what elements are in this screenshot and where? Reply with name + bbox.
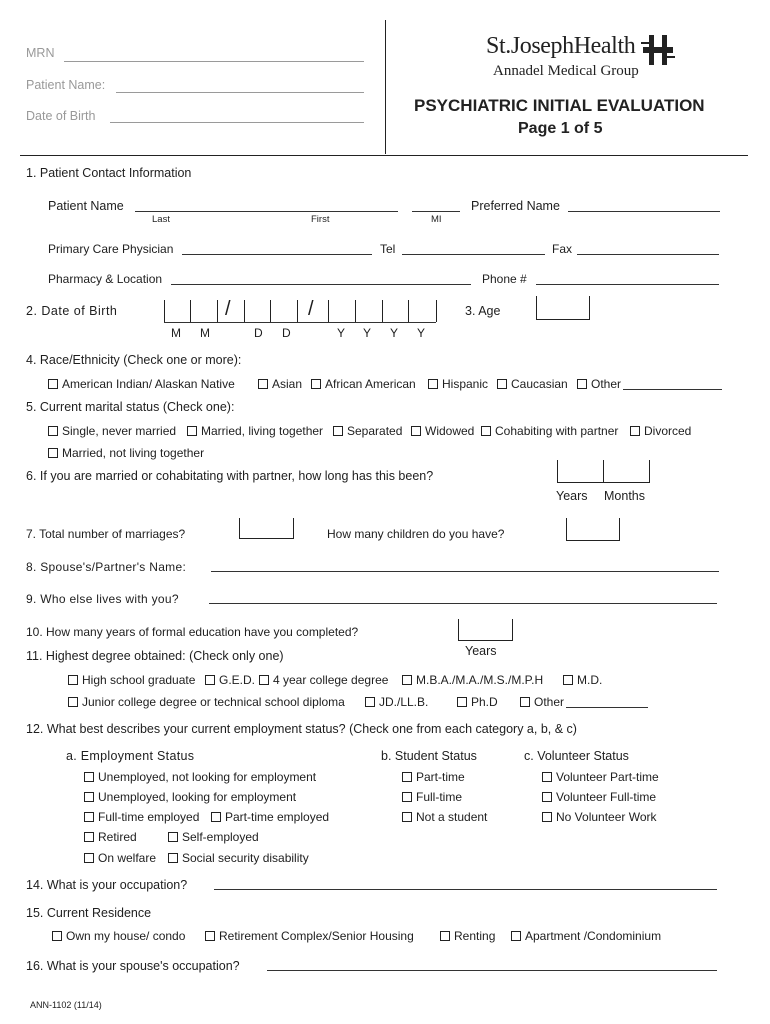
volunteer-checkbox-none[interactable] [542,812,552,822]
marital-option-married-not-together: Married, not living together [62,446,205,460]
spouse-name-input[interactable] [213,556,717,571]
student-option-full-time: Full-time [416,790,463,804]
preferred-name-input[interactable] [570,196,718,211]
section-6-question: 6. If you are married or cohabitating with partner, how long has this been? [26,469,434,483]
mi-caption: MI [431,214,442,225]
race-checkbox-other[interactable] [577,379,587,389]
pharmacy-label: Pharmacy & Location [48,272,163,286]
phone-input[interactable] [538,269,717,284]
employment-checkbox-welfare[interactable] [84,853,94,863]
section-1-title: 1. Patient Contact Information [26,166,192,180]
residence-checkbox-apartment[interactable] [511,931,521,941]
patient-name-label: Patient Name [48,199,124,213]
header-patient-name-line [116,92,364,93]
marital-checkbox-married-together[interactable] [187,426,197,436]
marriages-input[interactable] [242,521,291,537]
section-11-title: 11. Highest degree obtained: (Check only one) [26,649,284,663]
section-12-title: 12. What best describes your current employment status? (Check one from each category a, b, & c) [26,722,577,736]
phone-label: Phone # [482,272,527,286]
degree-other-line [566,707,648,708]
student-option-not-student: Not a student [416,810,488,824]
occupation-line [214,889,717,890]
employment-option-ss-disability: Social security disability [182,851,309,865]
dob-caption-y4: Y [417,326,426,340]
race-option-hispanic: Hispanic [442,377,489,391]
last-name-caption: Last [152,214,170,225]
dob-label: 2. Date of Birth [26,304,118,318]
patient-name-line [135,211,398,212]
header-dob-line [110,122,364,123]
education-years-caption: Years [465,644,497,658]
dob-caption-y3: Y [390,326,399,340]
employment-option-full-time: Full-time employed [98,810,200,824]
degree-checkbox-4-year[interactable] [259,675,269,685]
mrn-label: MRN [26,46,55,60]
employment-checkbox-full-time[interactable] [84,812,94,822]
mrn-input[interactable] [66,46,362,61]
dob-slash-2: / [308,298,314,320]
header-dob-label: Date of Birth [26,109,96,123]
form-title: PSYCHIATRIC INITIAL EVALUATION [414,96,705,115]
section-5-title: 5. Current marital status (Check one): [26,400,235,414]
pcp-label: Primary Care Physician [48,242,174,256]
pcp-input[interactable] [184,239,370,254]
employment-checkbox-unemployed-not-looking[interactable] [84,772,94,782]
residence-option-apartment: Apartment /Condominium [525,929,662,943]
phone-line [536,284,719,285]
race-other-input[interactable] [625,375,720,389]
marital-checkbox-single[interactable] [48,426,58,436]
race-checkbox-american-indian[interactable] [48,379,58,389]
occupation-input[interactable] [216,874,715,889]
race-other-line [623,389,722,390]
degree-option-phd: Ph.D [471,695,498,709]
dob-slash-1: / [225,298,231,320]
residence-option-renting: Renting [454,929,496,943]
dob-day-input[interactable] [246,303,295,320]
student-checkbox-full-time[interactable] [402,792,412,802]
employment-checkbox-ss-disability[interactable] [168,853,178,863]
marital-checkbox-married-not-together[interactable] [48,448,58,458]
pcp-line [182,254,372,255]
preferred-name-label: Preferred Name [471,199,560,213]
first-name-caption: First [311,214,330,225]
relationship-years-caption: Years [556,489,588,503]
degree-option-ged: G.E.D. [219,673,256,687]
employment-option-unemployed-not-looking: Unemployed, not looking for employment [98,770,317,784]
spouse-occupation-label: 16. What is your spouse's occupation? [26,959,240,973]
degree-checkbox-ged[interactable] [205,675,215,685]
race-checkbox-asian[interactable] [258,379,268,389]
degree-option-other: Other [534,695,565,709]
marital-checkbox-cohabiting[interactable] [481,426,491,436]
tel-label: Tel [380,242,396,256]
dob-caption-d1: D [254,326,263,340]
form-code: ANN-1102 (11/14) [30,1000,102,1010]
logo-name: St.JosephHealth [486,33,636,59]
household-input[interactable] [211,588,715,603]
degree-checkbox-phd[interactable] [457,697,467,707]
section-4-title: 4. Race/Ethnicity (Check one or more): [26,353,242,367]
race-option-american-indian: American Indian/ Alaskan Native [62,377,235,391]
st-joseph-cross-logo-icon [641,33,675,67]
employment-option-welfare: On welfare [98,851,157,865]
education-years-label: 10. How many years of formal education have you completed? [26,625,359,639]
relationship-months-input[interactable] [606,464,647,480]
relationship-years-input[interactable] [560,464,600,480]
marital-option-single: Single, never married [62,424,177,438]
logo-subtitle: Annadel Medical Group [493,63,639,79]
degree-option-4-year: 4 year college degree [273,673,389,687]
degree-other-input[interactable] [568,693,646,707]
fax-line [577,254,719,255]
degree-checkbox-jd[interactable] [365,697,375,707]
degree-option-jd: JD./LL.B. [379,695,429,709]
patient-name-input[interactable] [137,196,396,211]
residence-checkbox-retirement[interactable] [205,931,215,941]
dob-boxes-baseline [164,322,436,323]
degree-checkbox-junior-college[interactable] [68,697,78,707]
degree-checkbox-high-school[interactable] [68,675,78,685]
household-label: 9. Who else lives with you? [26,592,179,606]
spouse-name-label: 8. Spouse's/Partner's Name: [26,560,187,574]
student-checkbox-not-student[interactable] [402,812,412,822]
relationship-months-caption: Months [604,489,645,503]
pharmacy-input[interactable] [173,269,469,284]
fax-input[interactable] [579,239,717,254]
residence-option-retirement: Retirement Complex/Senior Housing [219,929,414,943]
degree-checkbox-masters[interactable] [402,675,412,685]
children-input[interactable] [569,521,617,538]
tel-input[interactable] [404,239,543,254]
page-indicator: Page 1 of 5 [518,120,603,137]
fax-label: Fax [552,242,573,256]
header-patient-name-label: Patient Name: [26,78,106,92]
employment-checkbox-unemployed-looking[interactable] [84,792,94,802]
marital-checkbox-widowed[interactable] [411,426,421,436]
marital-checkbox-separated[interactable] [333,426,343,436]
volunteer-checkbox-part-time[interactable] [542,772,552,782]
dob-caption-m1: M [171,326,181,340]
student-option-part-time: Part-time [416,770,465,784]
spouse-occupation-input[interactable] [269,955,715,970]
spouse-occupation-line [267,970,717,971]
household-line [209,603,717,604]
student-status-title: b. Student Status [381,749,477,763]
volunteer-option-none: No Volunteer Work [556,810,657,824]
residence-checkbox-own-house[interactable] [52,931,62,941]
age-label: 3. Age [465,304,501,318]
degree-option-high-school: High school graduate [82,673,196,687]
marital-option-widowed: Widowed [425,424,475,438]
employment-option-self-employed: Self-employed [182,830,259,844]
volunteer-status-title: c. Volunteer Status [524,749,629,763]
employment-option-retired: Retired [98,830,137,844]
employment-checkbox-part-time[interactable] [211,812,221,822]
race-option-caucasian: Caucasian [511,377,568,391]
section-15-title: 15. Current Residence [26,906,152,920]
volunteer-option-part-time: Volunteer Part-time [556,770,659,784]
dob-month-input[interactable] [166,303,215,320]
employment-checkbox-self-employed[interactable] [168,832,178,842]
employment-option-part-time: Part-time employed [225,810,330,824]
dob-caption-d2: D [282,326,291,340]
marital-option-cohabiting: Cohabiting with partner [495,424,619,438]
mi-input[interactable] [414,196,458,211]
volunteer-option-full-time: Volunteer Full-time [556,790,657,804]
occupation-label: 14. What is your occupation? [26,878,188,892]
preferred-name-line [568,211,720,212]
student-checkbox-part-time[interactable] [402,772,412,782]
header-patient-name-input[interactable] [118,77,362,92]
marriages-label: 7. Total number of marriages? [26,527,186,541]
header-dob-input[interactable] [112,107,362,122]
race-option-african-american: African American [325,377,416,391]
marital-option-divorced: Divorced [644,424,692,438]
degree-option-md: M.D. [577,673,603,687]
race-checkbox-caucasian[interactable] [497,379,507,389]
degree-option-junior-college: Junior college degree or technical school diploma [82,695,345,709]
pharmacy-line [171,284,471,285]
race-checkbox-hispanic[interactable] [428,379,438,389]
volunteer-checkbox-full-time[interactable] [542,792,552,802]
dob-caption-y1: Y [337,326,346,340]
marital-option-separated: Separated [347,424,403,438]
dob-caption-y2: Y [363,326,372,340]
header-divider [385,20,386,154]
header-rule [20,155,748,156]
children-label: How many children do you have? [327,527,505,541]
degree-option-masters: M.B.A./M.A./M.S./M.P.H [416,673,544,687]
race-option-other: Other [591,377,622,391]
spouse-name-line [211,571,719,572]
residence-option-own-house: Own my house/ condo [66,929,186,943]
employment-option-unemployed-looking: Unemployed, looking for employment [98,790,297,804]
mrn-line [64,61,364,62]
race-checkbox-african-american[interactable] [311,379,321,389]
marital-checkbox-divorced[interactable] [630,426,640,436]
education-years-input[interactable] [461,622,510,639]
degree-checkbox-other[interactable] [520,697,530,707]
dob-caption-m2: M [200,326,210,340]
tel-line [402,254,545,255]
marital-option-married-together: Married, living together [201,424,324,438]
degree-checkbox-md[interactable] [563,675,573,685]
employment-checkbox-retired[interactable] [84,832,94,842]
residence-checkbox-renting[interactable] [440,931,450,941]
race-option-asian: Asian [272,377,303,391]
employment-status-title: a. Employment Status [66,749,195,763]
mi-line [412,211,460,212]
age-input[interactable] [539,300,587,317]
dob-year-input[interactable] [330,303,434,320]
